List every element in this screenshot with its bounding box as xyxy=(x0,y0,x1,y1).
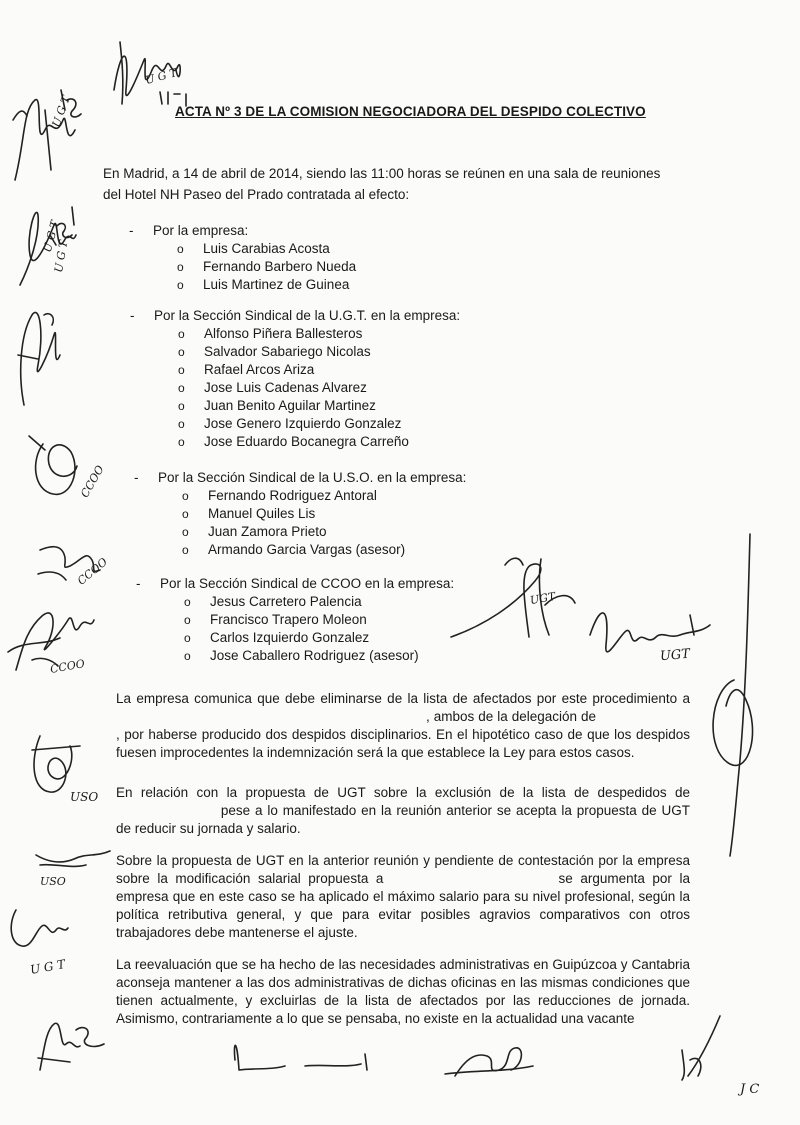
margin-note-ugt-5: UGT xyxy=(659,646,691,665)
margin-note-uso-2: USO xyxy=(40,875,66,888)
list-item: o Luis Carabias Acosta xyxy=(177,240,356,258)
paragraph-text: haberse producido dos despidos disciplinarios. En el hipotético caso de que los despidos fuesen improcedentes la indemnización será la que establece la Ley para estos casos. xyxy=(116,727,690,760)
margin-note-ccoo-3: CCOO xyxy=(49,657,86,676)
paragraph-text: En relación con la propuesta de UGT sobre la exclusión de la lista de despedidos de xyxy=(116,785,690,800)
signature-margin-1 xyxy=(5,80,90,190)
group-heading: - Por la Sección Sindical de CCOO en la empresa: xyxy=(160,575,454,593)
signature-right-long xyxy=(690,530,770,860)
group-heading: - Por la Sección Sindical de la U.G.T. en la empresa: xyxy=(154,307,460,325)
paragraph-text: Sobre la propuesta de UGT en la anterior reunión y pendiente de contestación por la empresa sobre la modificación salarial propuesta a xyxy=(116,853,690,886)
attendee-group-ugt xyxy=(154,307,460,451)
margin-note-ccoo-2: CCOO xyxy=(74,555,110,588)
member-list xyxy=(153,240,356,294)
paragraph-despidos xyxy=(116,690,690,762)
member-list xyxy=(154,325,460,451)
intro-paragraph xyxy=(103,163,683,205)
list-item: o Jose Caballero Rodriguez (asesor) xyxy=(184,647,454,665)
list-item: o Carlos Izquierdo Gonzalez xyxy=(184,629,454,647)
list-item: o Jose Genero Izquierdo Gonzalez xyxy=(178,415,460,433)
list-item: o Fernando Barbero Nueda xyxy=(177,258,356,276)
signature-bottom-left xyxy=(30,1010,120,1080)
margin-note-ugt-2: U G T xyxy=(40,219,62,254)
paragraph-text: se argumenta por la empresa que en este caso se ha aplicado el máximo salario para su nivel profesional, según la política retributiva general, y que para evitar posibles agravios comparativos con otros trabajadores debe mantenerse el ajuste. xyxy=(116,871,690,940)
list-item: o Armando Garcia Vargas (asesor) xyxy=(182,541,466,559)
list-item: o Alfonso Piñera Ballesteros xyxy=(178,325,460,343)
list-item: o Fernando Rodriguez Antoral xyxy=(182,487,466,505)
attendee-group-uso xyxy=(158,469,466,559)
signature-bottom-row xyxy=(215,1030,540,1085)
member-list xyxy=(158,487,466,559)
paragraph-text: , ambos de la delegación de xyxy=(426,709,597,724)
intro-line-1: En Madrid, a 14 de abril de 2014, siendo las 11:00 horas se reúnen en una sala de reuniones xyxy=(103,166,661,181)
list-item: o Rafael Arcos Ariza xyxy=(178,361,460,379)
document-title: ACTA Nº 3 DE LA COMISION NEGOCIADORA DEL DESPIDO COLECTIVO xyxy=(175,104,646,119)
list-item: o Salvador Sabariego Nicolas xyxy=(178,343,460,361)
paragraph-exclusion xyxy=(116,784,690,838)
margin-note-ugt-4: UGT xyxy=(529,589,557,608)
group-heading: - Por la empresa: xyxy=(153,222,356,240)
margin-note-ugt-1: U G T xyxy=(49,94,73,129)
paragraph-reevaluacion xyxy=(116,956,690,1028)
list-item: o Jose Luis Cadenas Alvarez xyxy=(178,379,460,397)
list-item: o Jose Eduardo Bocanegra Carreño xyxy=(178,433,460,451)
paragraph-text: , por xyxy=(116,727,144,742)
signature-ccoo-1 xyxy=(25,420,115,510)
list-item: o Manuel Quiles Lis xyxy=(182,505,466,523)
margin-note-ugt-top: U G T xyxy=(143,66,179,87)
margin-note-uso-1: USO xyxy=(70,790,99,804)
intro-line-2: del Hotel NH Paseo del Prado contratada al efecto: xyxy=(103,187,410,202)
list-item: o Luis Martinez de Guinea xyxy=(177,276,356,294)
paragraph-text: La empresa comunica que debe eliminarse de la lista de afectados por este procedimiento a xyxy=(116,691,690,706)
margin-note-ugt-6: U G T xyxy=(29,957,67,977)
margin-note-ugt-3: U G T xyxy=(51,239,71,274)
group-heading: - Por la Sección Sindical de la U.S.O. en la empresa: xyxy=(158,469,466,487)
list-item: o Francisco Trapero Moleon xyxy=(184,611,454,629)
paragraph-modificacion-salarial xyxy=(116,852,690,942)
signature-margin-3 xyxy=(8,295,78,415)
member-list xyxy=(160,593,454,665)
paragraph-text: pese a lo manifestado en la reunión anterior se acepta la propuesta de UGT de reducir su jornada y salario. xyxy=(116,803,690,836)
attendee-group-ccoo xyxy=(160,575,454,665)
signature-ugt-margin xyxy=(2,900,82,960)
list-item: o Jesus Carretero Palencia xyxy=(184,593,454,611)
list-item: o Juan Benito Aguilar Martinez xyxy=(178,397,460,415)
margin-note-jc: J C xyxy=(740,1082,760,1097)
margin-note-ccoo-1: CCOO xyxy=(78,463,107,500)
attendee-group-empresa xyxy=(153,222,356,294)
list-item: o Juan Zamora Prieto xyxy=(182,523,466,541)
paragraph-text: La reevaluación que se ha hecho de las necesidades administrativas en Guipúzcoa y Cantabria aconseja mantener a las dos administrativas de dichas oficinas en las mismas condiciones que tienen actualmente, y excluirlas de la lista de afectados por las reducciones de jornada. Asimismo, contrariamente a lo que se pensaba, no existe en la actualidad una vacante xyxy=(116,957,690,1026)
